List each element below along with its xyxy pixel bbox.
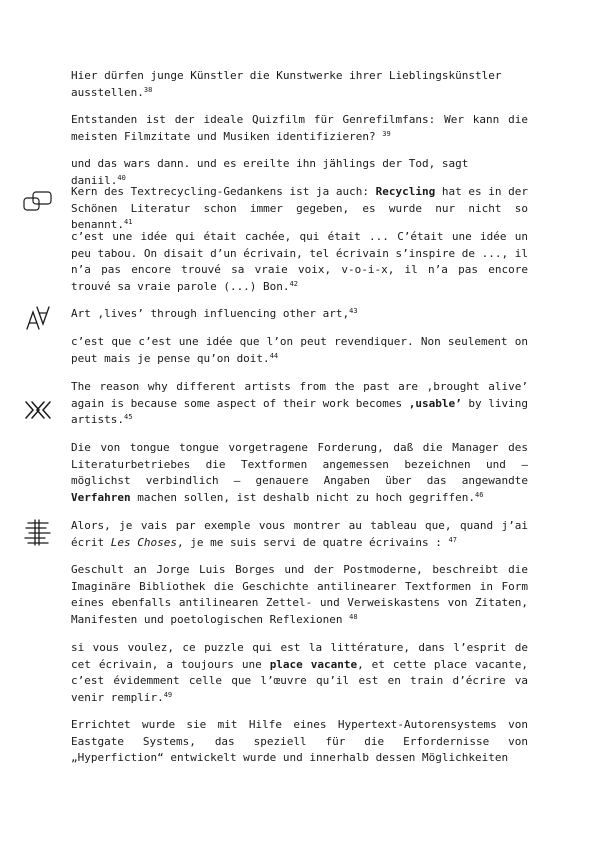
footnote-marker[interactable]: 49 [163,690,173,699]
paragraph-text: c’est une idée qui était cachée, qui était ... C’était une idée un peu tabou. On disait d’un écrivain, tel écrivain s’inspire de ..., il n’a pas encore trouvé sa vraie voix, v-o-i-x, il n’a pas encore trouvé sa vraie parole (...) Bon. [71,230,528,293]
paragraph-text: Art ‚lives’ through influencing other art, [71,307,350,320]
bold-term: Recycling [375,185,436,198]
paragraph-p1 [71,68,528,101]
footnote-marker[interactable]: 40 [117,173,126,182]
paragraph-text: Errichtet wurde sie mit Hilfe eines Hypertext-Autorensystems von Eastgate Systems, das speziell für die Erfordernisse von „Hyperfiction“ entwickelt wurde und innerhalb dessen Möglichkeiten [71,718,528,765]
paragraph-text: si vous voulez, ce puzzle qui est la littérature, dans l’esprit de cet écrivain, a toujours une [71,641,528,671]
paragraph-p6 [71,306,528,323]
footnote-marker[interactable]: 41 [123,218,133,227]
paragraph-text: c’est que c’est une idée que l’on peut revendiquer. Non seulement on peut mais je pense qu’on doit. [71,335,528,365]
paragraph-text: und das wars dann. und es ereilte ihn jählings der Tod, sagt daniil. [71,157,469,187]
paragraph-text: Alors, je vais par exemple vous montrer au tableau que, quand j’ai écrit [71,519,528,549]
footnote-marker[interactable]: 45 [123,413,133,422]
footnote-marker[interactable]: 48 [349,612,358,621]
stacked-lines-icon [23,518,53,546]
interlaced-chevrons-icon [23,396,53,424]
footnote-marker[interactable]: 43 [349,307,358,315]
paragraph-text: The reason why different artists from the past are ‚brought alive’ again is because some aspect of their work becomes [71,380,528,410]
bold-term: place vacante [269,657,358,671]
paragraph-text: , et cette place vacante, c’est évidemment celle que l’œuvre qu’il est en train d’écrire va venir remplir. [71,657,528,704]
bold-term: ‚usable’ [408,396,462,410]
paragraph-p8 [71,379,528,429]
bold-term: Verfahren [71,490,131,504]
footnote-marker[interactable]: 38 [143,85,153,94]
footnote-marker[interactable]: 47 [448,535,457,544]
mirrored-a-icon [23,304,53,332]
paragraph-text: hat es in der Schönen Literatur schon immer gegeben, es wurde nur nicht so benannt. [71,185,529,232]
italic-title: Les Choses [110,535,177,549]
footnote-marker[interactable]: 42 [289,279,298,288]
paragraph-text: Hier dürfen junge Künstler die Kunstwerke ihrer Lieblingskünstler ausstellen. [71,69,502,99]
paragraph-text: Kern des Textrecycling-Gedankens ist ja auch: [71,185,376,198]
paragraph-p7 [71,334,528,367]
paragraph-p2 [71,112,528,145]
paragraph-p12 [71,640,528,706]
linked-boxes-icon [23,188,53,216]
paragraph-text: Geschult an Jorge Luis Borges und der Postmoderne, beschreibt die Imaginäre Bibliothek die Geschichte antilinearer Textformen in Form eines ebenfalls antilinearen Zettel- und Verweiskastens von Zitaten, Manifesten und poetologischen Reflexionen [71,563,528,626]
paragraph-text: by living artists. [71,396,528,427]
paragraph-text: , je me suis servi de quatre écrivains : [176,535,449,549]
paragraph-p10 [71,518,528,551]
footnote-marker[interactable]: 46 [474,490,484,499]
paragraph-p11 [71,562,528,628]
paragraph-p9 [71,440,528,506]
footnote-marker[interactable]: 39 [382,129,391,138]
paragraph-p4 [71,184,528,234]
paragraph-p13 [71,717,528,767]
footnote-marker[interactable]: 44 [269,351,279,360]
paragraph-text: Entstanden ist der ideale Quizfilm für Genrefilmfans: Wer kann die meisten Filmzitate und Musiken identifizieren? [71,113,528,143]
paragraph-text: machen sollen, ist deshalb nicht zu hoch gegriffen. [130,490,475,504]
paragraph-text: Die von tongue tongue vorgetragene Forderung, daß die Manager des Literaturbetriebes die Textformen angemessen bezeichnen und – möglichst verbindlich – genauere Angaben über das angewandte [71,441,528,488]
paragraph-p5 [71,229,528,295]
